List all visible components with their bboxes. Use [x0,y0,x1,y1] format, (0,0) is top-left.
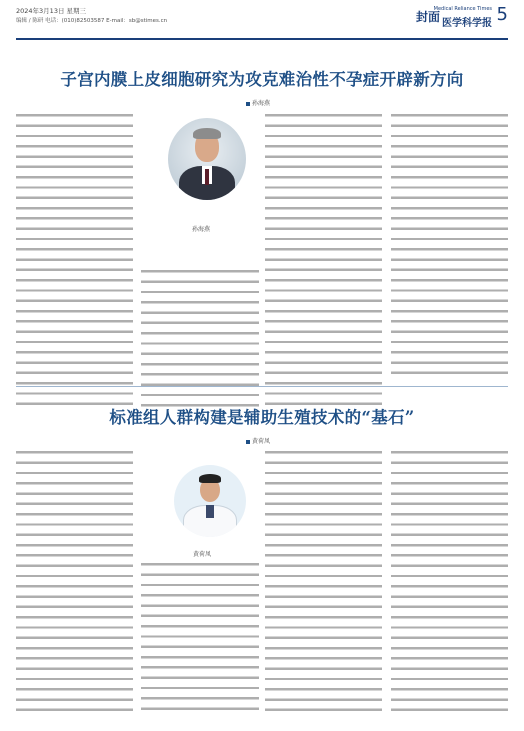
issue-date: 2024年3月13日 星期三 [16,7,87,15]
editor-contact: 编辑 / 陈研 电话：(010)82503587 E-mail：sb@stimes.cn [16,18,168,24]
masthead [16,6,508,42]
byline-marker-icon [246,440,250,444]
article2-column-4 [391,448,508,716]
article1-column-4 [391,111,508,379]
brand-subtitle: Medical Reliance Times [433,6,492,12]
article2-byline-text: 黄荷凤 [252,438,271,445]
byline-marker-icon [246,102,250,106]
article1-portrait [168,118,246,200]
page-number: 5 [496,4,508,25]
article2-portrait [174,465,246,537]
masthead-rule [16,38,508,40]
portrait-photo [168,118,246,200]
article2-headline: 标准组人群构建是辅助生殖技术的“基石” [109,408,415,427]
section-label: 封面 [415,10,440,24]
article2-byline [246,436,270,445]
article1-byline [246,98,270,107]
article1-column-3 [265,111,382,407]
article2-column-2 [141,560,259,716]
article1-headline: 子宫内膜上皮细胞研究为攻克难治性不孕症开辟新方向 [60,70,464,89]
article2-photo-caption: 黄荷凤 [193,551,212,558]
article2-column-1 [16,448,133,716]
brand-logo: 医学科学报 [442,18,492,29]
article-divider [16,386,508,387]
article1-photo-caption: 孙海燕 [192,226,211,233]
article1-column-1 [16,111,133,407]
article1-byline-text: 孙海燕 [252,100,271,107]
article2-column-3 [265,448,382,716]
